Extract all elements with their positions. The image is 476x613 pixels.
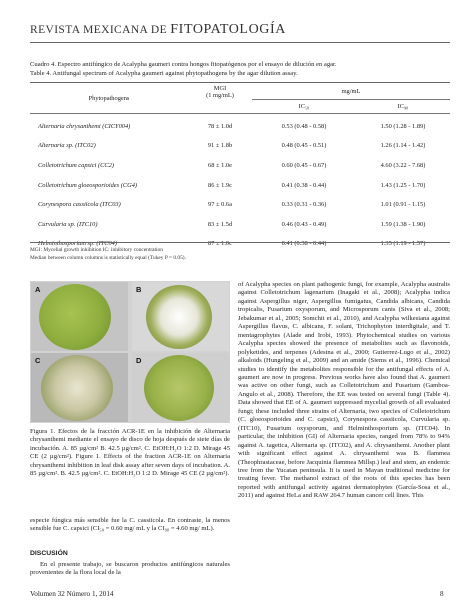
leaf-disk-image [41,355,113,421]
body-text-right: of Acalypha species on plant pathogenic fungi, for example, Acalypha australis against Colletotrichum lagenarium (Inagaki et al., 2008); Acalypha indica against Aspergillus niger, Aspergillus fumigatus, Candida albicans, Candida tropicalis, Fusarium oxysporum, and Microsporum canis (Siva et al., 2008; Jebakumar et al., 2005; Somchit et al., 2010), and Acalypha wilkesiana against Aspergillus flavus, C. albicans, F. solani, Trichophyton interdigitale, and T. mentagrophytes (Alade and Irobi, 1993). Phytochemical studies on various Acalypha species showed the presence of metabolites such as flavonoids, polyketides, and terpenes (Adesina et al., 2000; Gutierrez-Lugo et al., 2002) alkaloids (Hungeling et al., 2009) and an amide (Siems et al., 1996). Chemical studies to identify the metabolites responsible for the antifungal effects of A. gaumeri are now in progress. Previous works have also found that A. gaumeri was active on other fungi, such as Colletotrichum and Fusarium (Gamboa-Angulo et al., 2008). Therefore, the EE was tested on several fungi (Table 4). Data showed that EE of A. gaumeri suppressed mycelial growth of all evaluated fungi; these included three strains of Alternaria, two species of Colletotrichum (C. gloeosporioides and C. capsici), Corynespora cassiicola, Curvularia sp. (ITC10), Fusarium oxysporum, and Helminthosporium sp. (ITC04). In particular, the inhibition (GI) of Alternaria species, ranged from 78% to 94% against A. tagetica, Alternaria sp. (ITC02), and A. chrysanthemi. Another plant with significant effect against A. chrysanthemi was B. flammea (Theophrastaceae, before Jacquinia flammea Millsp.) leaf and stem, an endemic tree from the Yucatan peninsula. It is used in Mayan traditional medicine for treating fever. The methanol extract of the roots of this species has been reported with antifungal activity against dermatophytes (García-Sosa et al., 2011) and against HeLa and RAW 264.7 human cancer cell lines. This [238,281,450,500]
panel-label: C [35,356,41,365]
figure-caption: Figura 1. Efectos de la fracción ACR-1E en la inhibición de Alternaria chrysanthemi mediante el ensayo de disco de hoja después de siete días de incubación. A. 85 µg/cm² B. 42.5 µg/cm². C. EtOH:H₂O 1:2 D. Mirage 45 CE (2 µg/cm²). Figure 1. Effects of the fraction ACR-1E on Alternaria chrysanthemi inhibition in leaf disk assay after seven days of incubation. A. 85 µg/cm². B. 42.5 µg/cm². C. EtOH:H₂O 1:2 D. Mirage 45 CE (2 µg/cm²). [30,428,230,478]
journal-header [30,22,286,38]
figure-leaf-disk-assay [30,281,230,423]
footer-page-number: 8 [440,590,444,598]
col-header-mgi-unit: (1 mg/mL) [206,92,234,99]
col-header-mgi-label: MGI [213,85,227,92]
table-caption-en: Table 4. Antifungal spectrum of Acalypha gaumeri against phytopathogens by the agar dilution assay. [30,70,298,77]
panel-label: B [136,285,142,294]
table-caption-es: Cuadro 4. Espectro antifúngico de Acalypha gaumeri contra hongos fitopatógenos por el ensayo de dilución en agar. [30,61,337,68]
table-row: Alternaria chrysanthemi (CICY004) 78 ± 1.0d 0.53 (0.48 - 0.58) 1.50 (1.28 - 1.89) [38,122,426,130]
table-row: Colletotrichum gloeosporioides (CG4) 86 ± 1.9c 0.41 (0.38 - 0.44) 1.43 (1.25 - 1.70) [38,181,426,189]
body-text-left: especie fúngica más sensible fue la C. cassiicola. En contraste, la menos sensible fue C. capsici (CI₅₀ = 0.60 mg/ mL y la CI₉₀ = 4.60 mg/ mL). [30,517,230,533]
col-header-mgi [188,85,252,113]
leaf-disk-image [39,284,111,350]
panel-label: D [136,356,142,365]
table-row: Helminthosporium sp. (ITC04) 87 ± 1.0c 0.41 (0.38 - 0.44) 1.35 (1.19 - 1.57) [38,240,426,248]
table-row: Colletotrichum capsici (CC2) 68 ± 1.0e 0.60 (0.45 - 0.67) 4.60 (3.22 - 7.68) [38,161,426,169]
body-text-discussion: En el presente trabajo, se buscaron productos antifúngicos naturales provenientes de la flora local de la [30,561,230,577]
table-caption [30,60,450,78]
table-row: Curvularia sp. (ITC10) 83 ± 1.5d 0.46 (0.43 - 0.49) 1.59 (1.38 - 1.90) [38,220,426,228]
col-header-phytopathogens: Phytopathogens [88,95,130,103]
figure-panel-d [132,353,229,422]
section-heading-discussion: DISCUSIÓN [30,550,68,557]
leaf-disk-image [146,285,212,349]
panel-label: A [35,285,41,294]
table-note-stats: Median between column columns is statistically equal (Tukey P = 0.05). [30,255,186,261]
table-bottom-rule [30,242,450,243]
col-header-ic50: IC₅₀ [298,102,310,110]
col-header-ic90: IC₉₀ [397,102,409,110]
journal-name: FITOPATOLOGÍA [170,22,286,37]
antifungal-table [30,85,450,254]
table-row: Alternaria sp. (ITC02) 91 ± 1.8b 0.48 (0.45 - 0.51) 1.26 (1.14 - 1.42) [38,142,426,150]
header-rule [30,42,450,43]
journal-prefix: REVISTA MEXICANA DE [30,24,171,36]
col-header-mgml: mg/mL [252,85,450,99]
footer-volume: Volumen 32 Número 1, 2014 [30,590,114,598]
table-top-rule [30,82,450,83]
leaf-disk-image [144,355,214,421]
figure-panel-a [31,282,128,351]
figure-panel-c [31,353,128,422]
table-row: Corynespora cassiicola (ITC03) 97 ± 0.6a 0.33 (0.31 - 0.36) 1.01 (0.91 - 1.15) [38,201,426,209]
figure-panel-b [132,282,229,351]
table-note-abbrev: MGI: Mycelial growth inhibition IC: inhibitory concentration [30,247,163,253]
